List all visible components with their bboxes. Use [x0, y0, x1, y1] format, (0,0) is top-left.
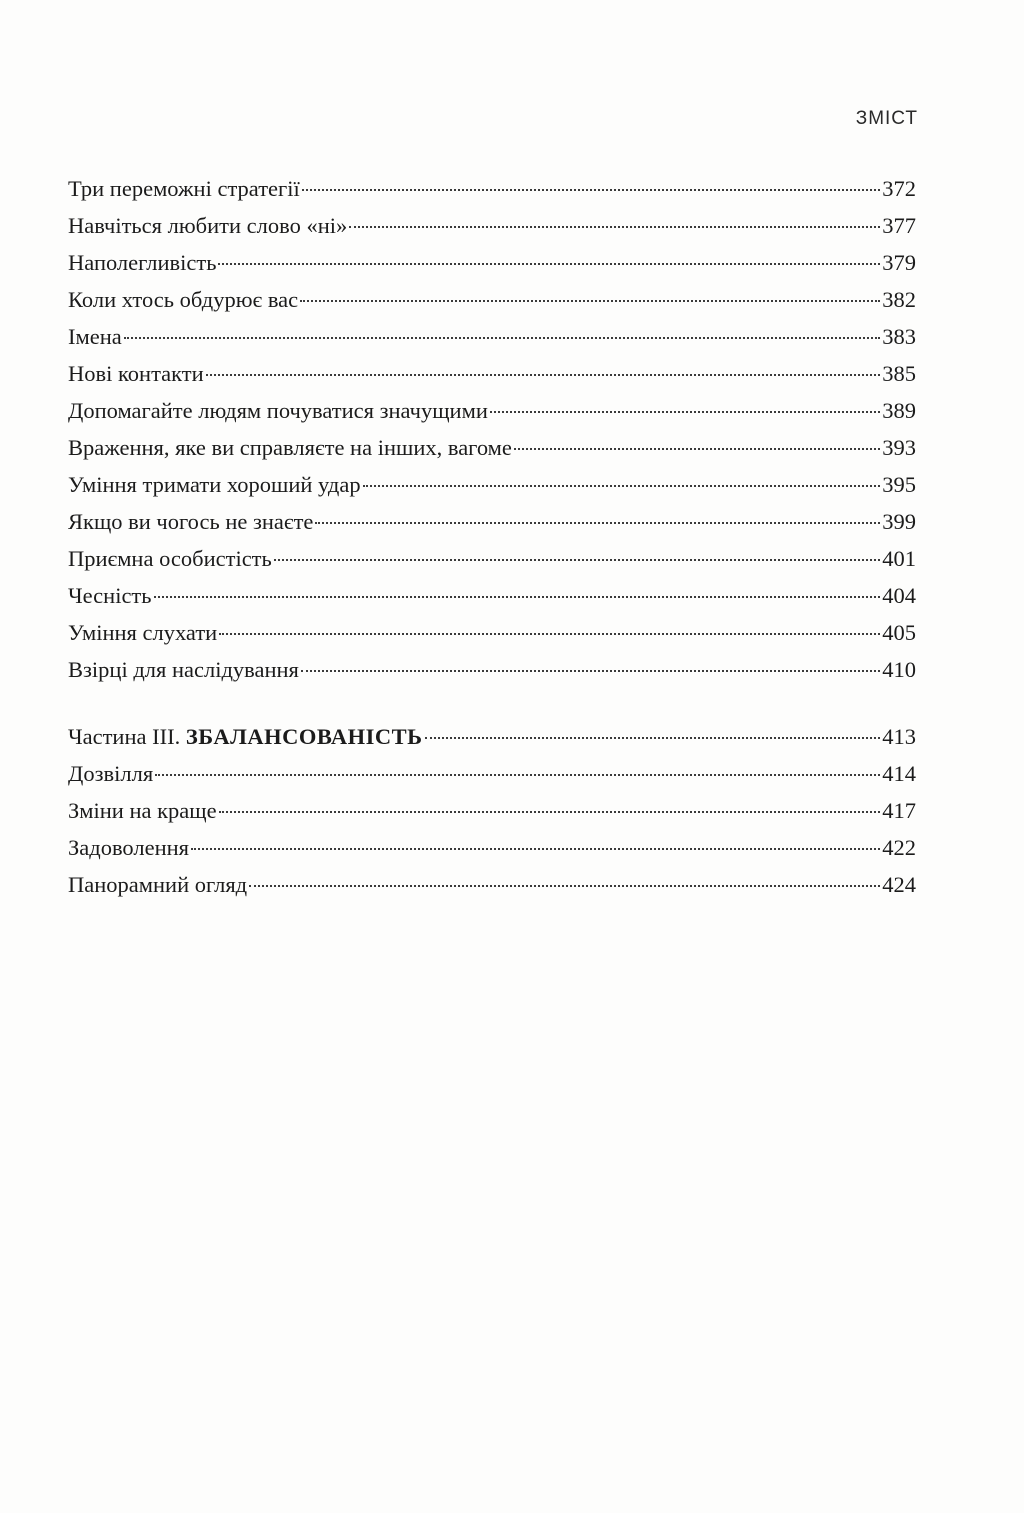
- toc-leader-dots: [300, 300, 880, 302]
- toc-leader-dots: [363, 485, 881, 487]
- toc-entry-title: Допомагайте людям почуватися значущими: [68, 398, 488, 423]
- toc-entry-title: Зміни на краще: [68, 798, 217, 823]
- toc-leader-dots: [218, 263, 880, 265]
- toc-entry-title: Чесність: [68, 583, 152, 608]
- toc-leader-dots: [301, 670, 880, 672]
- toc-entry-page: 417: [882, 798, 916, 823]
- toc-entry-page: 414: [882, 761, 916, 786]
- toc-entry-page: 422: [882, 835, 916, 860]
- toc-entry: [68, 755, 916, 792]
- toc-entry: [68, 207, 916, 244]
- toc-entry-title: Навчіться любити слово «ні»: [68, 213, 348, 238]
- toc-entry: [68, 577, 916, 614]
- toc-entry-title: Імена: [68, 324, 122, 349]
- toc-part-heading: [68, 718, 916, 755]
- toc-entry: [68, 792, 916, 829]
- toc-entry: [68, 281, 916, 318]
- toc-entry-page: 377: [882, 213, 916, 238]
- toc-entry: [68, 540, 916, 577]
- toc-entry-title: Уміння тримати хороший удар: [68, 472, 361, 497]
- toc-entry-title: Нові контакти: [68, 361, 204, 386]
- toc-entry-page: 399: [882, 509, 916, 534]
- toc-entry: [68, 466, 916, 503]
- toc-leader-dots: [302, 189, 880, 191]
- toc-entry: [68, 355, 916, 392]
- toc-entry-page: 405: [882, 620, 916, 645]
- toc-entry-title: Коли хтось обдурює вас: [68, 287, 299, 312]
- running-head: ЗМІСТ: [855, 108, 918, 129]
- section-spacer: [68, 688, 916, 718]
- toc-leader-dots: [349, 226, 880, 228]
- toc-entry-title: Три переможні стратегії: [68, 176, 300, 201]
- toc-leader-dots: [315, 522, 880, 524]
- toc-entry-page: 410: [882, 657, 916, 682]
- toc-part-list: [68, 718, 916, 903]
- toc-part-name: ЗБАЛАНСОВАНІСТЬ: [185, 724, 423, 749]
- toc-entry-title: Приємна особистість: [68, 546, 272, 571]
- toc-entry-page: 382: [882, 287, 916, 312]
- toc-entry: [68, 866, 916, 903]
- toc-entry-title: Задоволення: [68, 835, 190, 860]
- toc-leader-dots: [249, 885, 880, 887]
- toc-leader-dots: [274, 559, 880, 561]
- toc-entry-page: 383: [882, 324, 916, 349]
- toc-entry-title: Взірці для наслідування: [68, 657, 299, 682]
- toc-entry-page: 372: [882, 176, 916, 201]
- toc-part-prefix: Частина III.: [68, 724, 181, 749]
- table-of-contents: [68, 170, 916, 903]
- toc-section-list: [68, 170, 916, 688]
- toc-entry-page: 395: [882, 472, 916, 497]
- toc-entry-page: 393: [882, 435, 916, 460]
- toc-entry: [68, 244, 916, 281]
- toc-entry: [68, 392, 916, 429]
- toc-entry-page: 389: [882, 398, 916, 423]
- toc-entry-title: Уміння слухати: [68, 620, 218, 645]
- toc-leader-dots: [219, 811, 881, 813]
- toc-entry-page: 424: [882, 872, 916, 897]
- toc-part-title: [68, 718, 423, 755]
- toc-entry-page: 404: [882, 583, 916, 608]
- toc-entry: [68, 829, 916, 866]
- toc-entry: [68, 429, 916, 466]
- toc-entry: [68, 318, 916, 355]
- toc-leader-dots: [124, 337, 881, 339]
- toc-leader-dots: [155, 774, 880, 776]
- toc-leader-dots: [191, 848, 880, 850]
- toc-entry: [68, 614, 916, 651]
- toc-leader-dots: [490, 411, 880, 413]
- toc-entry-title: Якщо ви чогось не знаєте: [68, 509, 314, 534]
- toc-entry-page: 385: [882, 361, 916, 386]
- toc-entry: [68, 170, 916, 207]
- toc-entry-title: Панорамний огляд: [68, 872, 248, 897]
- toc-entry: [68, 503, 916, 540]
- toc-entry: [68, 651, 916, 688]
- toc-entry-title: Дозвілля: [68, 761, 154, 786]
- toc-entry-title: Наполегливість: [68, 250, 217, 275]
- toc-entry-title: Враження, яке ви справляєте на інших, вагоме: [68, 435, 512, 460]
- toc-leader-dots: [206, 374, 881, 376]
- toc-leader-dots: [154, 596, 881, 598]
- toc-entry-page: 379: [882, 250, 916, 275]
- toc-leader-dots: [514, 448, 880, 450]
- toc-entry-page: 401: [882, 546, 916, 571]
- toc-leader-dots: [219, 633, 880, 635]
- toc-part-page: 413: [882, 724, 916, 749]
- toc-leader-dots: [425, 737, 881, 739]
